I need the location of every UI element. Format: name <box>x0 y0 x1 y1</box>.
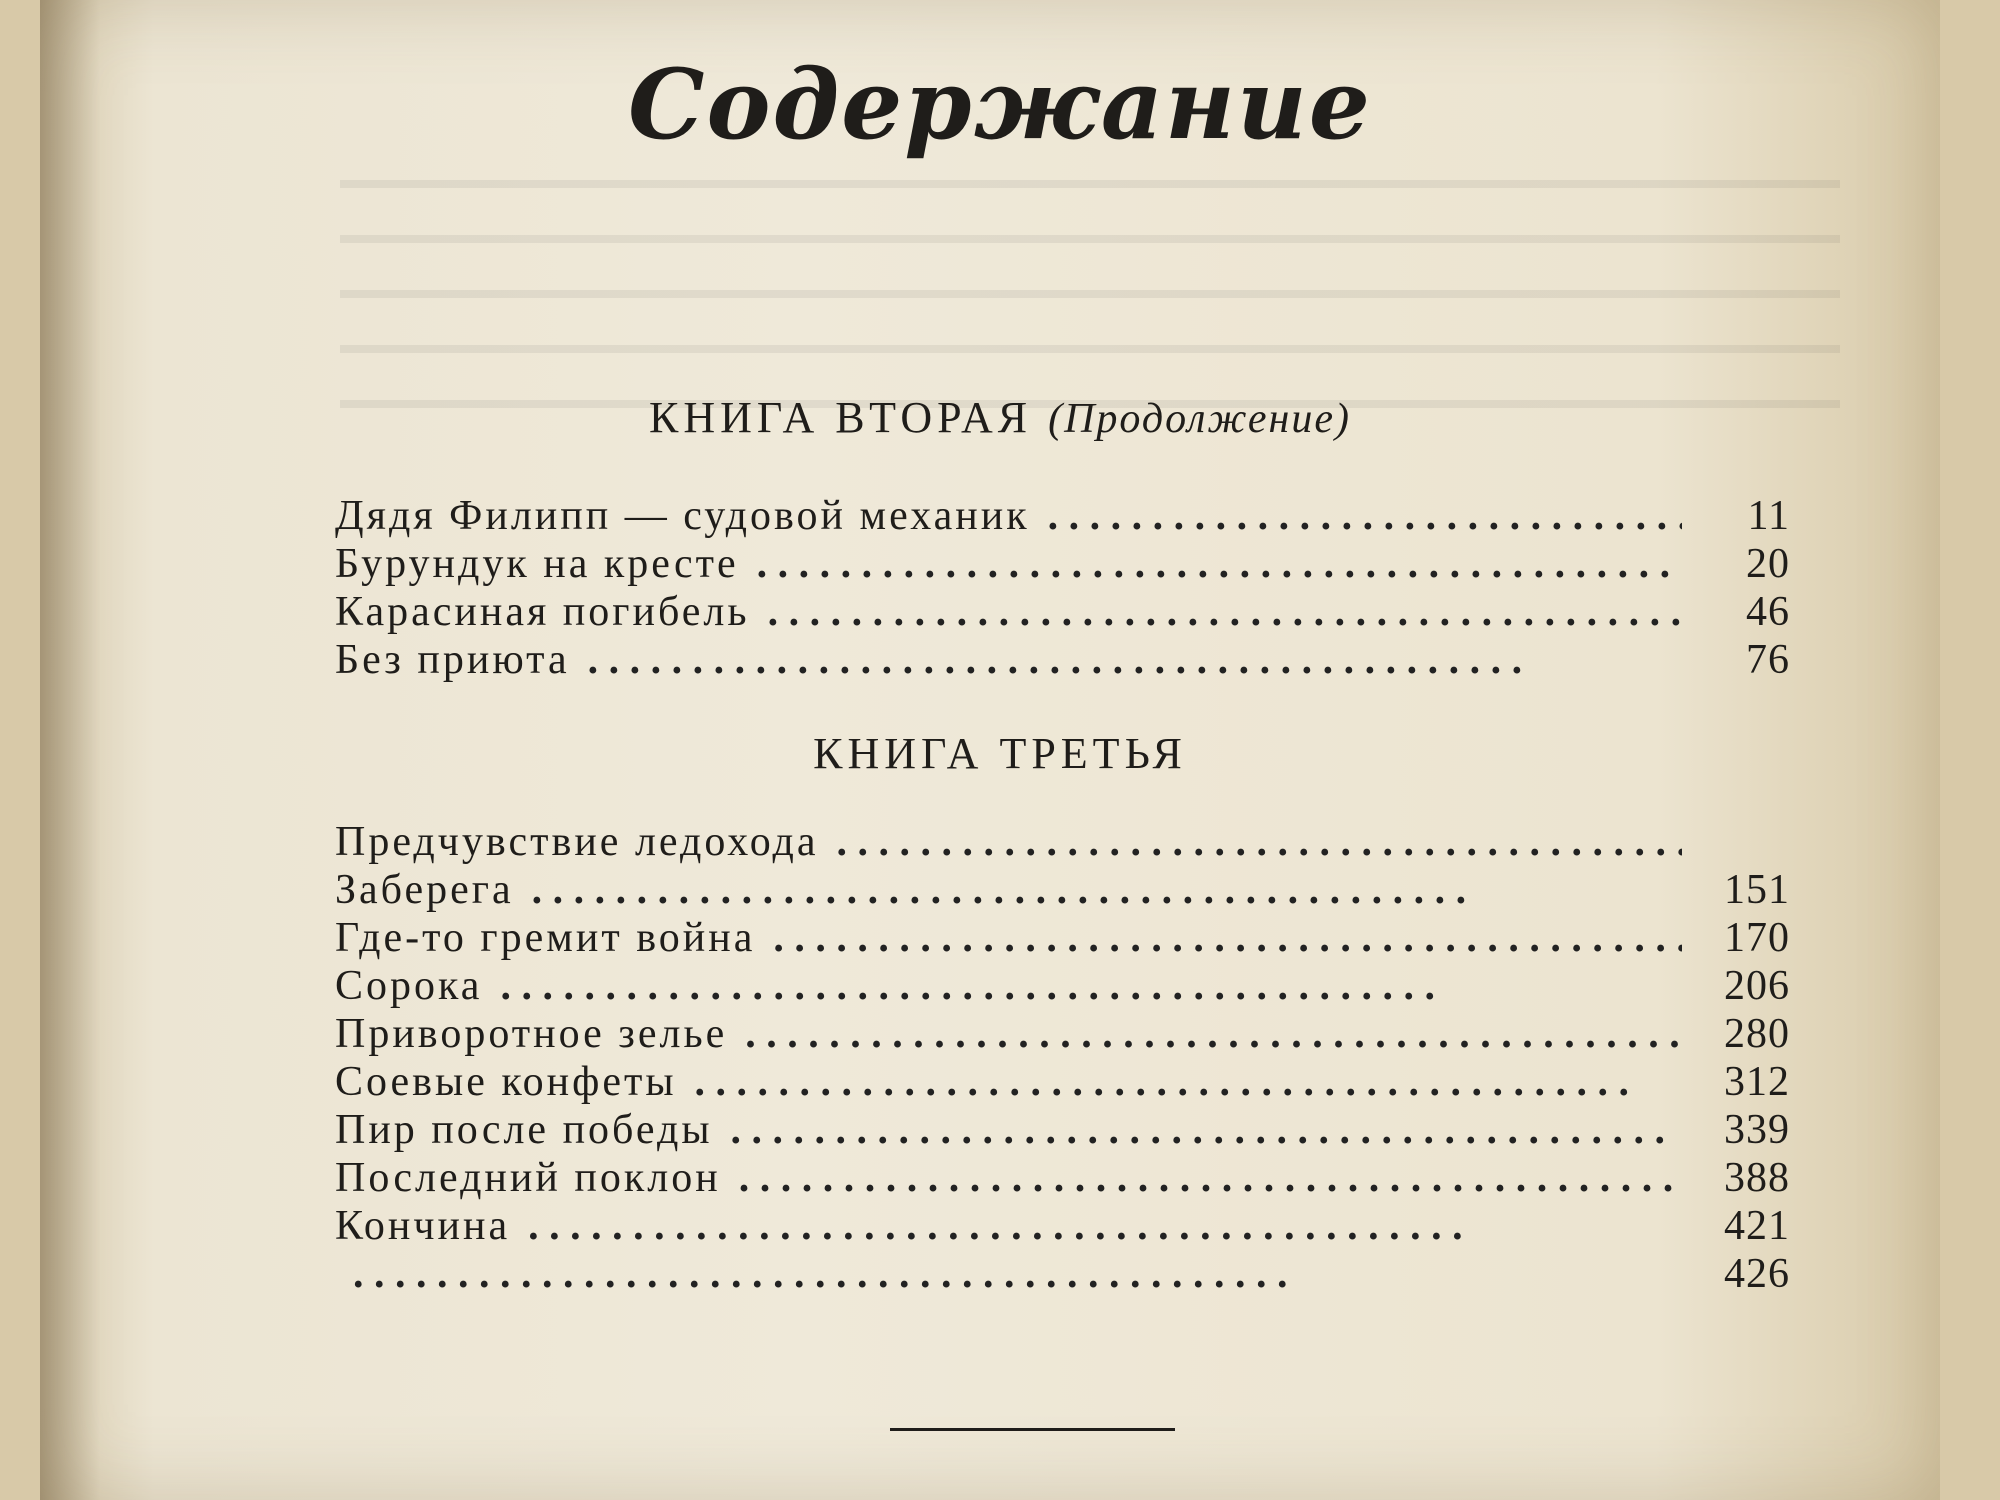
toc-entry-page: 421 <box>1724 1203 1790 1249</box>
toc-entry-title: Заберега <box>335 867 514 913</box>
book-two-heading-text: КНИГА ВТОРАЯ <box>648 393 1033 442</box>
page-title: Содержание <box>628 48 1372 161</box>
toc-entry <box>335 866 1790 914</box>
toc-entry-page: 170 <box>1724 915 1790 961</box>
toc-entry <box>335 914 1790 962</box>
dot-leader <box>745 1010 1682 1058</box>
toc-entry <box>335 1250 1790 1298</box>
toc-entry-page: 426 <box>1724 1251 1790 1297</box>
toc-entry-page: 206 <box>1724 963 1790 1009</box>
toc-entry-page: 280 <box>1724 1011 1790 1057</box>
toc-entry <box>335 962 1790 1010</box>
toc-entry <box>335 492 1790 540</box>
toc-entry-title: Соевые конфеты <box>335 1059 677 1105</box>
toc-entry-title: Последний поклон <box>335 1155 721 1201</box>
dot-leader <box>731 1106 1682 1154</box>
toc-entry-page: 20 <box>1746 541 1790 587</box>
toc-entry-title: Где-то гремит война <box>335 915 756 961</box>
toc-entry-title: Предчувствие ледохода <box>335 819 819 865</box>
dot-leader <box>773 914 1682 962</box>
book-three-toc <box>335 818 1790 1298</box>
toc-entry-title: Сорока <box>335 963 483 1009</box>
toc-entry-page: 312 <box>1724 1059 1790 1105</box>
toc-entry-page: 388 <box>1724 1155 1790 1201</box>
book-three-heading <box>0 728 2000 779</box>
toc-entry <box>335 636 1790 684</box>
toc-entry-page: 151 <box>1724 867 1790 913</box>
book-three-heading-text: КНИГА ТРЕТЬЯ <box>813 729 1187 778</box>
toc-entry-page: 76 <box>1746 637 1790 683</box>
dot-leader <box>532 866 1682 914</box>
dot-leader <box>1048 492 1682 540</box>
toc-entry <box>335 1010 1790 1058</box>
dot-leader <box>739 1154 1682 1202</box>
dot-leader <box>500 962 1682 1010</box>
bleed-through-text <box>340 180 1840 410</box>
toc-entry-title: Кончина <box>335 1203 511 1249</box>
toc-entry-title: Пир после победы <box>335 1107 713 1153</box>
toc-entry-page: 46 <box>1746 589 1790 635</box>
toc-entry <box>335 540 1790 588</box>
dot-leader <box>757 540 1682 588</box>
toc-entry <box>335 1154 1790 1202</box>
dot-leader <box>695 1058 1682 1106</box>
dot-leader <box>528 1202 1682 1250</box>
toc-entry-title: Дядя Филипп — судовой механик <box>335 493 1030 539</box>
book-two-toc <box>335 492 1790 684</box>
closing-rule <box>890 1428 1175 1431</box>
toc-entry <box>335 818 1790 866</box>
dot-leader <box>768 588 1682 636</box>
toc-entry-title: Карасиная погибель <box>335 589 750 635</box>
book-two-heading <box>0 392 2000 443</box>
toc-entry-title: Без приюта <box>335 637 570 683</box>
toc-entry <box>335 1058 1790 1106</box>
toc-entry <box>335 1202 1790 1250</box>
toc-entry-page: 11 <box>1747 493 1790 539</box>
toc-entry <box>335 588 1790 636</box>
toc-entry-page: 339 <box>1724 1107 1790 1153</box>
toc-entry-title: Бурундук на кресте <box>335 541 739 587</box>
dot-leader <box>588 636 1682 684</box>
dot-leader <box>353 1250 1682 1298</box>
toc-entry <box>335 1106 1790 1154</box>
book-two-continuation: (Продолжение) <box>1048 396 1352 442</box>
toc-entry-title: Приворотное зелье <box>335 1011 728 1057</box>
dot-leader <box>837 818 1682 866</box>
